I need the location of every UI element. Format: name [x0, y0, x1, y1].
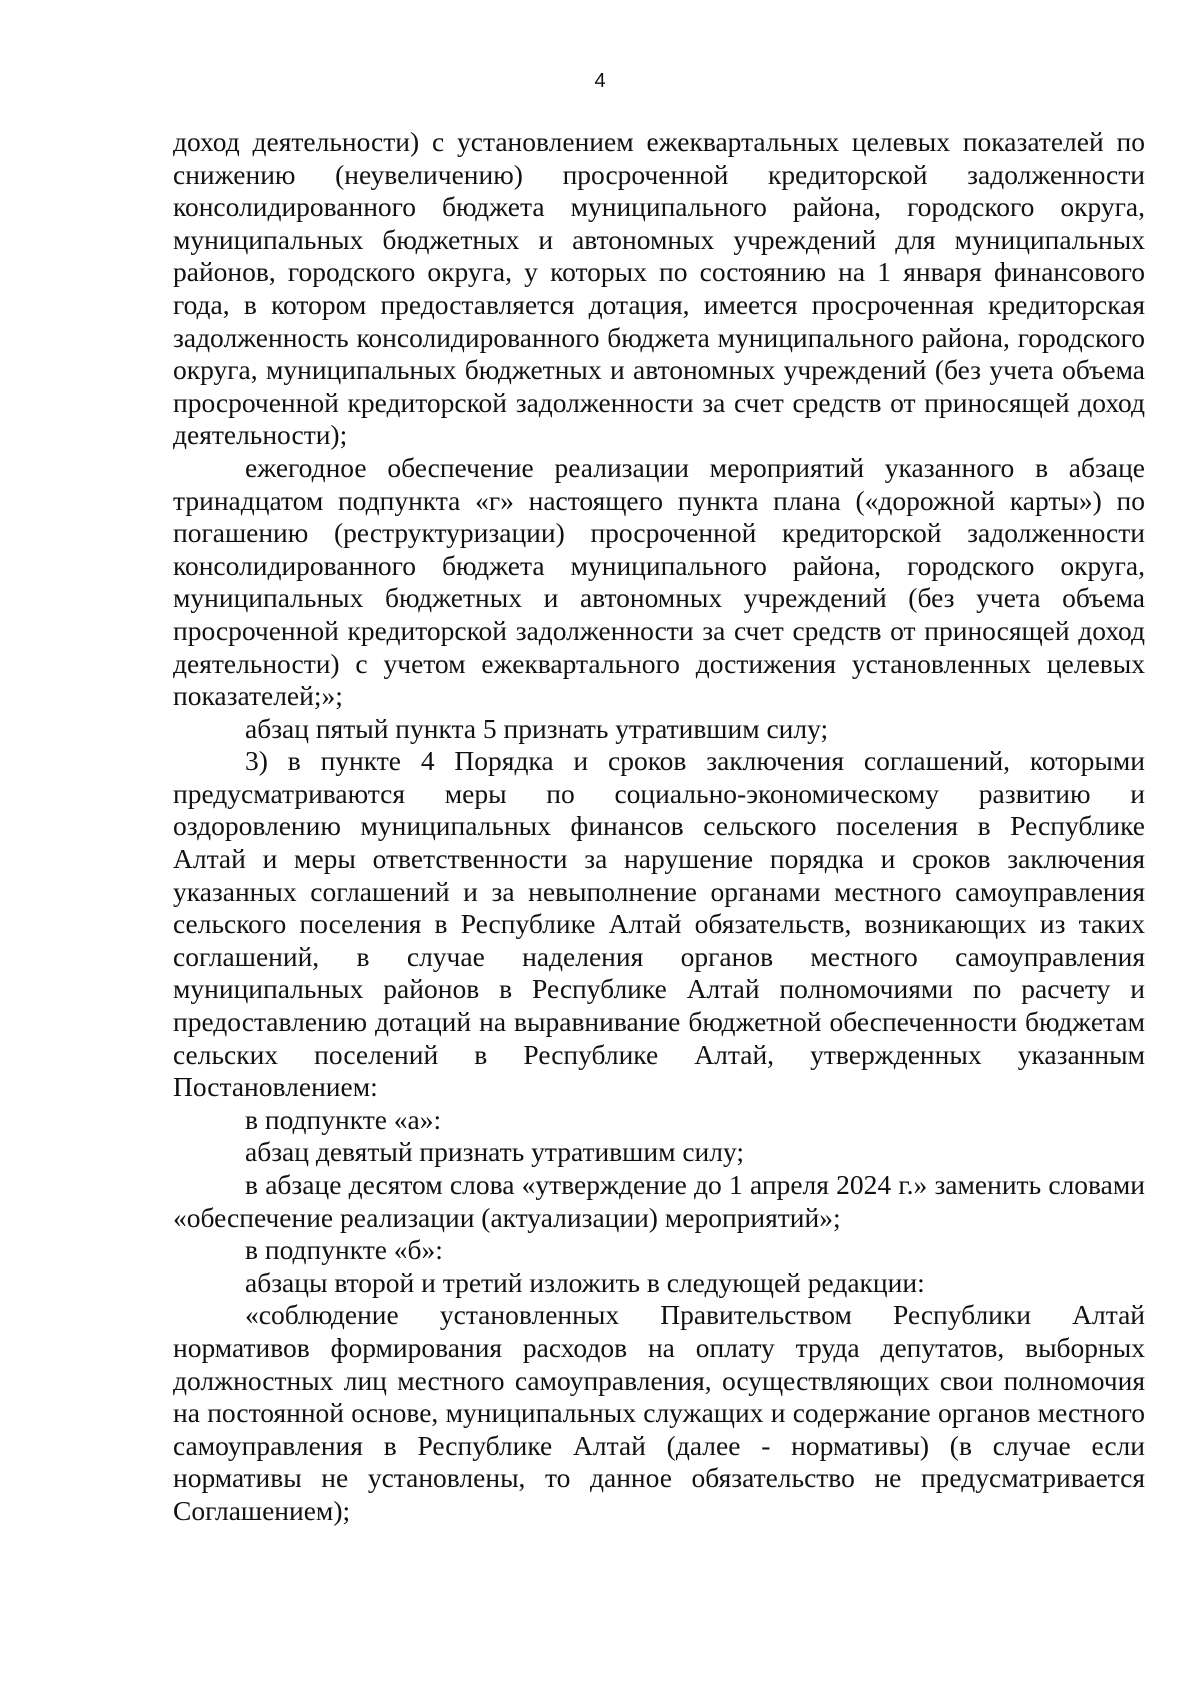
page-number: 4: [594, 70, 606, 92]
paragraph-6: абзац девятый признать утратившим силу;: [245, 1136, 745, 1168]
paragraph-5: в подпункте «а»:: [245, 1103, 442, 1135]
paragraph-10: «соблюдение установленных Правительством Республики Алтай нормативов формирования расходов на оплату труда депутатов, выборных должностных лиц местного самоуправления, осуществляющих свои полномочия на постоянной основе, муниципальных служащих и содержание органов местного самоуправления в Республике Алтай (далее - нормативы) (в случае если нормативы не установлены, то данное обязательство не предусматривается Соглашением);: [173, 1299, 1145, 1526]
paragraph-8: в подпункте «б»:: [245, 1234, 443, 1266]
document-body: [173, 126, 1145, 1528]
paragraph-3: абзац пятый пункта 5 признать утратившим силу;: [245, 712, 829, 744]
paragraph-7: в абзаце десятом слова «утверждение до 1 апреля 2024 г.» заменить словами «обеспечение реализации (актуализации) мероприятий»;: [173, 1169, 1145, 1233]
paragraph-4: 3) в пункте 4 Порядка и сроков заключения соглашений, которыми предусматриваются меры по социально-экономическому развитию и оздоровлению муниципальных финансов сельского поселения в Республике Алтай и меры ответственности за нарушение порядка и сроков заключения указанных соглашений и за невыполнение органами местного самоуправления сельского поселения в Республике Алтай обязательств, возникающих из таких соглашений, в случае наделения органов местного самоуправления муниципальных районов в Республике Алтай полномочиями по расчету и предоставлению дотаций на выравнивание бюджетной обеспеченности бюджетам сельских поселений в Республике Алтай, утвержденных указанным Постановлением:: [173, 745, 1145, 1103]
paragraph-2: ежегодное обеспечение реализации мероприятий указанного в абзаце тринадцатом подпункта «г» настоящего пункта плана («дорожной карты») по погашению (реструктуризации) просроченной кредиторской задолженности консолидированного бюджета муниципального района, городского округа, муниципальных бюджетных и автономных учреждений (без учета объема просроченной кредиторской задолженности за счет средств от приносящей доход деятельности) с учетом ежеквартального достижения установленных целевых показателей;»;: [173, 451, 1145, 712]
paragraph-9: абзацы второй и третий изложить в следующей редакции:: [245, 1266, 925, 1298]
paragraph-1: доход деятельности) с установлением ежеквартальных целевых показателей по снижению (неувеличению) просроченной кредиторской задолженности консолидированного бюджета муниципального района, городского округа, муниципальных бюджетных и автономных учреждений для муниципальных районов, городского округа, у которых по состоянию на 1 января финансового года, в котором предоставляется дотация, имеется просроченная кредиторская задолженность консолидированного бюджета муниципального района, городского округа, муниципальных бюджетных и автономных учреждений (без учета объема просроченной кредиторской задолженности за счет средств от приносящей доход деятельности);: [173, 126, 1145, 451]
